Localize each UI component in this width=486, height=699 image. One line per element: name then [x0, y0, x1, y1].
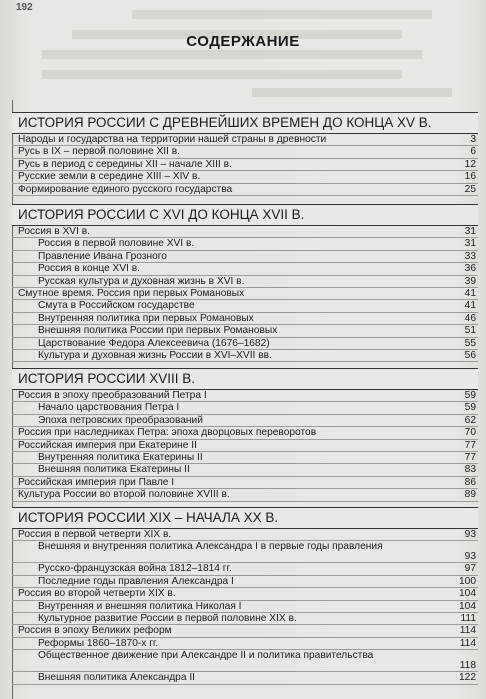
- toc-entry: [12, 159, 478, 171]
- toc-entry-page: 104: [459, 588, 476, 600]
- toc-entry-title: Россия во второй четверти XIX в.: [18, 588, 176, 600]
- toc-entry-title: Россия в эпоху преобразований Петра I: [18, 390, 207, 401]
- toc-entry: [12, 415, 478, 427]
- toc-entry-title: Русские земли в середине XIII – XIV в.: [18, 171, 201, 183]
- toc-entry-page: 104: [459, 600, 476, 612]
- toc-entry: [12, 146, 478, 158]
- toc-entry-page: 55: [464, 337, 476, 349]
- toc-entry: [12, 263, 478, 275]
- toc-entry: [12, 588, 478, 600]
- toc-entry-page: 59: [464, 402, 476, 414]
- toc-entry: [12, 529, 478, 541]
- toc-entry-page: 12: [464, 158, 476, 170]
- toc-entry-page: 70: [464, 427, 476, 439]
- toc-entry-title: Россия в первой четверти XIX в.: [18, 529, 172, 540]
- toc-entry-page: 36: [464, 263, 476, 275]
- toc-entry-title: Смутное время. Россия при первых Романовых: [18, 287, 245, 299]
- toc-entry-page: 100: [459, 575, 476, 587]
- toc-entry: [12, 251, 478, 263]
- toc-entry-title: Россия при наследниках Петра: эпоха дворцовых переворотов: [18, 427, 317, 439]
- toc-entry-title: Культурное развитие России в первой половине XIX в.: [38, 612, 297, 624]
- toc-entry-page: 83: [464, 464, 476, 476]
- toc-entry: [12, 300, 478, 312]
- toc-entry-title: Русь в период с середины XII – начале XIII в.: [18, 158, 232, 170]
- toc-entry-page: 77: [464, 439, 476, 451]
- section-heading: ИСТОРИЯ РОССИИ XVIII В.: [12, 368, 478, 390]
- toc-section: [12, 112, 478, 196]
- toc-entry-title: Правление Ивана Грозного: [38, 250, 167, 262]
- toc-entry-page: 114: [459, 637, 476, 649]
- toc-entry: [12, 226, 478, 238]
- toc-entry-page: 6: [470, 146, 476, 158]
- toc-entry-title: Формирование единого русского государства: [18, 183, 233, 195]
- toc-entry-page: 89: [464, 489, 476, 501]
- show-through-text: [12, 0, 478, 104]
- toc-entry: [12, 288, 478, 300]
- toc-entry-title: Российская империя при Павле I: [18, 476, 175, 488]
- toc-entry-page: 31: [464, 238, 476, 250]
- toc-entry-title: Царствование Федора Алексеевича (1676–1682): [38, 337, 270, 349]
- toc-entry-page: 118: [459, 660, 476, 672]
- toc-entry-page: 93: [464, 551, 476, 563]
- toc-entry-page: 33: [464, 250, 476, 262]
- page-number: 192: [16, 2, 33, 13]
- toc-entry-title: Российская империя при Екатерине II: [18, 439, 197, 451]
- toc-entry-page: 46: [464, 312, 476, 324]
- toc-entry-page: 51: [464, 325, 476, 337]
- toc-entry-title: Россия в XVI в.: [18, 226, 90, 237]
- toc-entry: [12, 601, 478, 613]
- section-heading: ИСТОРИЯ РОССИИ С XVI ДО КОНЦА XVII В.: [12, 204, 478, 226]
- toc-entry: [12, 489, 478, 501]
- toc-entry-title: Россия в конце XVI в.: [38, 263, 141, 275]
- toc-entry: [12, 276, 478, 288]
- toc-entry: [12, 613, 478, 625]
- toc-entry-page: 31: [464, 226, 476, 237]
- toc-entry: [12, 563, 478, 575]
- toc-entry: [12, 171, 478, 183]
- toc-entry: [12, 338, 478, 350]
- toc-entry-page: 77: [464, 451, 476, 463]
- toc-entry-title: Начало царствования Петра I: [38, 402, 180, 414]
- toc-entry-title: Культура России во второй половине XVIII в.: [18, 489, 230, 501]
- toc-entry-page: 97: [464, 563, 476, 575]
- toc-entry-page: 41: [464, 300, 476, 312]
- toc-entry-title: Смута в Российском государстве: [38, 300, 195, 312]
- toc-entry: [12, 638, 478, 650]
- toc-section: [12, 507, 478, 685]
- toc-entry-page: 62: [464, 414, 476, 426]
- toc-entry: [12, 402, 478, 414]
- toc-entry-title: Культура и духовная жизнь России в XVI–XVII вв.: [38, 349, 272, 361]
- toc-entry: [12, 625, 478, 637]
- toc-entry-title: Русская культура и духовная жизнь в XVI в.: [38, 275, 245, 287]
- toc-entry-title: Внешняя политика России при первых Романовых: [38, 325, 278, 337]
- toc-entry: [12, 541, 478, 563]
- toc-entry-title: Россия в эпоху Великих реформ: [18, 625, 172, 637]
- toc-entry: [12, 350, 478, 362]
- toc-entry-title: Последние годы правления Александра I: [38, 575, 234, 587]
- toc-entry-title: Внутренняя и внешняя политика Николая I: [38, 600, 242, 612]
- toc-entry-title: Общественное движение при Александре II и политика правительства: [38, 650, 374, 662]
- toc-entry-title: Внутренняя политика при первых Романовых: [38, 312, 254, 324]
- toc-entry-title: Внешняя политика Екатерины II: [38, 464, 190, 476]
- toc-entry: [12, 440, 478, 452]
- toc-entry-page: 114: [459, 625, 476, 637]
- toc-entry-page: 16: [464, 171, 476, 183]
- toc-entry: [12, 650, 478, 672]
- toc-section: [12, 368, 478, 502]
- section-heading: ИСТОРИЯ РОССИИ XIX – НАЧАЛА XX В.: [12, 507, 478, 529]
- toc-entry: [12, 576, 478, 588]
- toc-entry-page: 3: [470, 134, 476, 145]
- toc-entry: [12, 238, 478, 250]
- toc-entry-title: Внешняя и внутренняя политика Александра I в первые годы правления: [38, 541, 383, 553]
- toc-entry-page: 122: [459, 672, 476, 684]
- toc-entry-page: 56: [464, 349, 476, 361]
- page-title: СОДЕРЖАНИЕ: [186, 33, 300, 50]
- toc-entry-page: 25: [464, 183, 476, 195]
- toc-entry-title: Россия в первой половине XVI в.: [38, 238, 195, 250]
- toc-entry-title: Русско-французская война 1812–1814 гг.: [38, 563, 232, 575]
- toc-entry: [12, 184, 478, 196]
- toc-entry-page: 39: [464, 275, 476, 287]
- toc-entry: [12, 134, 478, 146]
- section-heading: ИСТОРИЯ РОССИИ С ДРЕВНЕЙШИХ ВРЕМЕН ДО КОНЦА XV В.: [12, 112, 478, 134]
- toc-entry-title: Эпоха петровских преобразований: [38, 414, 203, 426]
- toc-entry-page: 41: [464, 287, 476, 299]
- toc-entry-title: Реформы 1860–1870-х гг.: [38, 637, 159, 649]
- toc-entry-title: Русь в IX – первой половине XII в.: [18, 146, 180, 158]
- toc-entry: [12, 390, 478, 402]
- toc-entry-title: Внешняя политика Александра II: [38, 672, 196, 684]
- toc-entry-page: 111: [460, 612, 476, 624]
- toc-entry: [12, 325, 478, 337]
- toc-entry-title: Народы и государства на территории нашей страны в древности: [18, 134, 327, 145]
- toc-entry: [12, 427, 478, 439]
- toc-entry-title: Внутренняя политика Екатерины II: [38, 451, 203, 463]
- toc-entry-page: 93: [464, 529, 476, 540]
- toc-entry-page: 59: [464, 390, 476, 401]
- toc-entry: [12, 672, 478, 684]
- toc-entry: [12, 464, 478, 476]
- toc-entry: [12, 313, 478, 325]
- toc-entry-page: 86: [464, 476, 476, 488]
- toc-entry: [12, 477, 478, 489]
- toc-section: [12, 204, 478, 362]
- toc-entry: [12, 452, 478, 464]
